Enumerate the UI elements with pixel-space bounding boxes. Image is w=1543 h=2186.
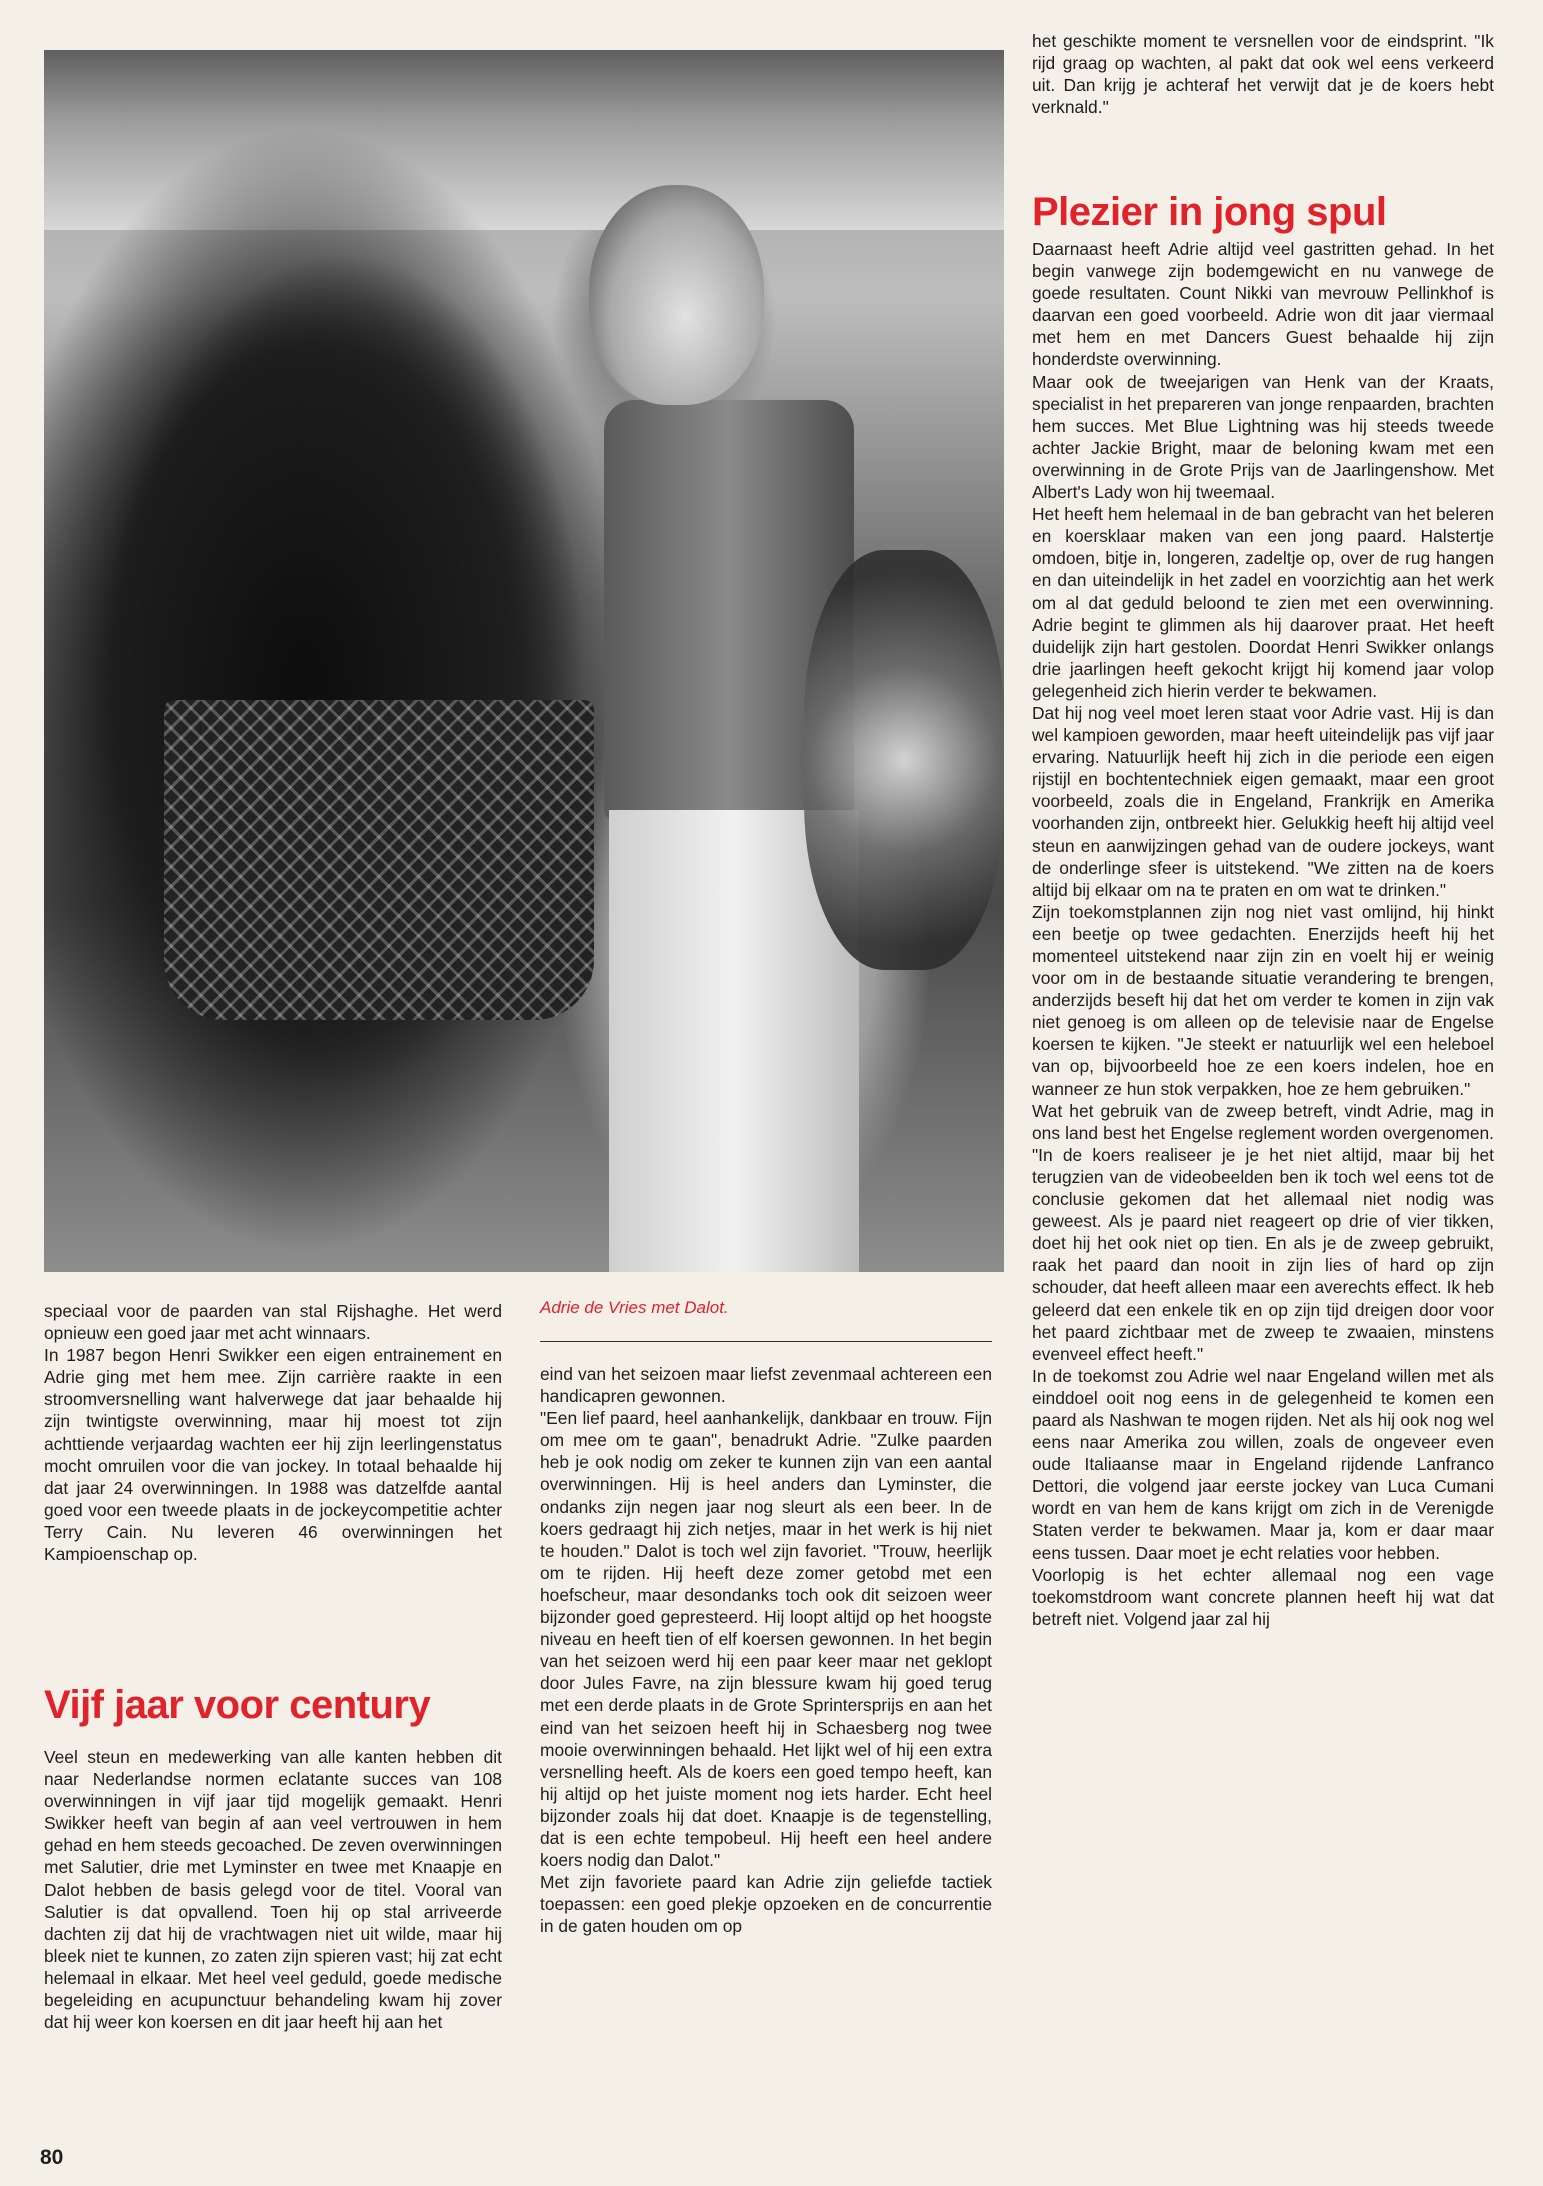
paragraph: Wat het gebruik van de zweep betreft, vindt Adrie, mag in ons land best het Engelse reglement worden overgenomen. "In de koers realiseer je je het niet altijd, maar bij het terugzien van de videobeelden ben ik toch wel eens tot de conclusie gekomen dat het allemaal niet nodig was geweest. Als je paard niet reageert op drie of vier tikken, doet hij het ook niet op tien. En als je de zweep gebruikt, raak het paard dan nooit in zijn lies of hard op zijn schouder, dat heeft alleen maar een averechts effect. Ik heb geleerd dat een enkele tik en op zijn tijd dreigen door voor het paard zichtbaar met de zweep te zwaaien, minstens evenveel effect heeft." bbox=[1032, 1100, 1494, 1364]
photo-jockey-head bbox=[589, 185, 764, 405]
photo-flower-garland bbox=[804, 550, 1004, 970]
paragraph: eind van het seizoen maar liefst zevenmaal achtereen een handicapren gewonnen. bbox=[540, 1364, 992, 1407]
paragraph: Veel steun en medewerking van alle kanten hebben dit naar Nederlandse normen eclatante succes van 108 overwinningen in vijf jaar tijd mogelijk gemaakt. Henri Swikker heeft van begin af aan veel vertrouwen in hem gehad en hem steeds gecoached. De zeven overwinningen met Salutier, drie met Lyminster en twee met Knaapje en Dalot hebben de basis gelegd voor de titel. Vooral van Salutier is dat opvallend. Toen hij op stal arriveerde dachten zij dat hij de vrachtwagen niet uit wilde, maar hij bleek niet te kunnen, zo zaten zijn spieren vast; hij zat echt helemaal in elkaar. Met heel veel geduld, goede medische begeleiding en acupunctuur behandeling kwam hij zover dat hij weer kon koersen en dit jaar heeft hij aan het bbox=[44, 1747, 502, 2033]
paragraph: speciaal voor de paarden van stal Rijshaghe. Het werd opnieuw een goed jaar met acht winnaars. bbox=[44, 1301, 502, 1344]
photo-horse-blanket bbox=[164, 700, 594, 1020]
photo-jockey-with-horse bbox=[44, 50, 1004, 1272]
paragraph: "Een lief paard, heel aanhankelijk, dankbaar en trouw. Fijn om mee om te gaan", benadrukt Adrie. "Zulke paarden heb je ook nodig om zeker te kunnen zijn van een aantal overwinningen. Hij is heel anders dan Lyminster, die ondanks zijn negen jaar nog sleurt als een beer. In de koers gedraagt hij zich netjes, maar in het werk is hij niet te houden." Dalot is toch wel zijn favoriet. "Trouw, heerlijk om te rijden. Hij heeft deze zomer getobd met een hoefscheur, maar desondanks toch ook dit seizoen weer bijzonder goed gepresteerd. Hij loopt altijd op het hoogste niveau en heeft tien of elf koersen gewonnen. In het begin van het seizoen werd hij een paar keer maar net geklopt door Jules Favre, na zijn blessure kwam hij goed terug met een derde plaats in de Grote Sprintersprijs en aan het eind van het seizoen heeft hij in Schaesberg nog twee mooie overwinningen behaald. Het lijkt wel of hij een extra versnelling heeft. Als de koers een goed tempo heeft, kan hij altijd op het juiste moment nog iets harder. Echt heel bijzonder zoals hij dat doet. Knaapje is de tegenstelling, dat is een echte tempobeul. Hij heeft een heel andere koers nodig dan Dalot." bbox=[540, 1408, 992, 1871]
paragraph: Daarnaast heeft Adrie altijd veel gastritten gehad. In het begin vanwege zijn bodemgewicht en nu vanwege de goede resultaten. Count Nikki van mevrouw Pellinkhof is daarvan een goed voorbeeld. Adrie won dit jaar viermaal met hem en met Dancers Guest behaalde hij zijn honderdste overwinning. bbox=[1032, 239, 1494, 370]
page-number: 80 bbox=[40, 2146, 64, 2169]
paragraph: Zijn toekomstplannen zijn nog niet vast omlijnd, hij hinkt een beetje op twee gedachten. Enerzijds heeft hij het momenteel uitstekend naar zijn zin en voelt hij er weinig voor om in de bestaande situatie verandering te brengen, anderzijds beseft hij dat het om verder te komen in zijn vak niet genoeg is om alleen op de televisie naar de Engelse koersen te kijken. "Je steekt er natuurlijk wel een heleboel van op, bijvoorbeeld hoe ze een koers indelen, hoe en wanneer ze hun stok verpakken, hoe ze hem gebruiken." bbox=[1032, 901, 1494, 1099]
column-right-top bbox=[1032, 30, 1494, 118]
column-right-bottom bbox=[1032, 238, 1494, 1630]
paragraph: Met zijn favoriete paard kan Adrie zijn geliefde tactiek toepassen: een goed plekje opzoeken en de concurrentie in de gaten houden om op bbox=[540, 1872, 992, 1937]
column-left-top bbox=[44, 1300, 502, 1565]
paragraph: Dat hij nog veel moet leren staat voor Adrie vast. Hij is dan wel kampioen geworden, maar heeft uiteindelijk pas vijf jaar ervaring. Natuurlijk heeft hij zich in die periode een eigen rijstijl en bochtentechniek eigen gemaakt, maar een groot voorbeeld, zoals die in Engeland, Frankrijk en Amerika voorhanden zijn, ontbreekt hier. Gelukkig heeft hij altijd veel steun en aanwijzingen gehad van de oudere jockeys, want de onderlinge sfeer is uitstekend. "We zitten na de koers altijd bij elkaar om na te praten en om wat te drinken." bbox=[1032, 702, 1494, 900]
column-middle bbox=[540, 1363, 992, 1937]
heading-vijf-jaar: Vijf jaar voor century bbox=[44, 1683, 431, 1727]
heading-plezier: Plezier in jong spul bbox=[1032, 190, 1387, 234]
paragraph: Het heeft hem helemaal in de ban gebracht van het beleren en koersklaar maken van een jong paard. Halstertje omdoen, bitje in, longeren, zadeltje op, over de rug hangen en dan uiteindelijk in het zadel en voorzichtig aan het werk om al dat geduld beloond te zien met een overwinning. Adrie begint te glimmen als hij daarover praat. Het heeft duidelijk zijn hart gestolen. Doordat Henri Swikker onlangs drie jaarlingen heeft gekocht krijgt hij komend jaar volop gelegenheid zich hierin verder te bekwamen. bbox=[1032, 504, 1494, 701]
caption-rule bbox=[540, 1341, 992, 1342]
paragraph: In de toekomst zou Adrie wel naar Engeland willen met als einddoel ooit nog eens in de gelegenheid te komen een paard als Nashwan te mogen rijden. Net als hij ook nog wel eens naar Amerika zou willen, zoals de ongeveer even oude Italiaanse maar in Engeland rijdende Lanfranco Dettori, die volgend jaar eerste jockey van Luca Cumani wordt en van hem de kans krijgt om zich in de Verenigde Staten verder te bekwamen. Maar ja, kom er daar maar eens tussen. Daar moet je echt relaties voor hebben. bbox=[1032, 1365, 1494, 1563]
paragraph: Maar ook de tweejarigen van Henk van der Kraats, specialist in het prepareren van jonge renpaarden, brachten hem succes. Met Blue Lightning was hij steeds tweede achter Jackie Bright, maar de beloning kwam met een overwinning in de Grote Prijs van de Jaarlingenshow. Met Albert's Lady won hij tweemaal. bbox=[1032, 371, 1494, 503]
paragraph: Voorlopig is het echter allemaal nog een vage toekomstdroom want concrete plannen heeft hij wat dat betreft niet. Volgend jaar zal hij bbox=[1032, 1564, 1494, 1629]
photo-caption: Adrie de Vries met Dalot. bbox=[540, 1298, 729, 1317]
column-left-bottom bbox=[44, 1746, 502, 2033]
paragraph: In 1987 begon Henri Swikker een eigen entrainement en Adrie ging met hem mee. Zijn carrière raakte in een stroomversnelling want halverwege dat jaar behaalde hij zijn twintigste overwinning, maar hij moest tot zijn achttiende verjaardag wachten eer hij zijn leerlingenstatus mocht omruilen voor die van jockey. In totaal behaalde hij dat jaar 24 overwinningen. In 1988 was datzelfde aantal goed voor een tweede plaats in de jockeycompetitie achter Terry Cain. Nu leveren 46 overwinningen het Kampioenschap op. bbox=[44, 1345, 502, 1565]
paragraph: het geschikte moment te versnellen voor de eindsprint. "Ik rijd graag op wachten, al pakt dat ook wel eens verkeerd uit. Dan krijg je achteraf het verwijt dat je de koers hebt verknald." bbox=[1032, 31, 1494, 118]
